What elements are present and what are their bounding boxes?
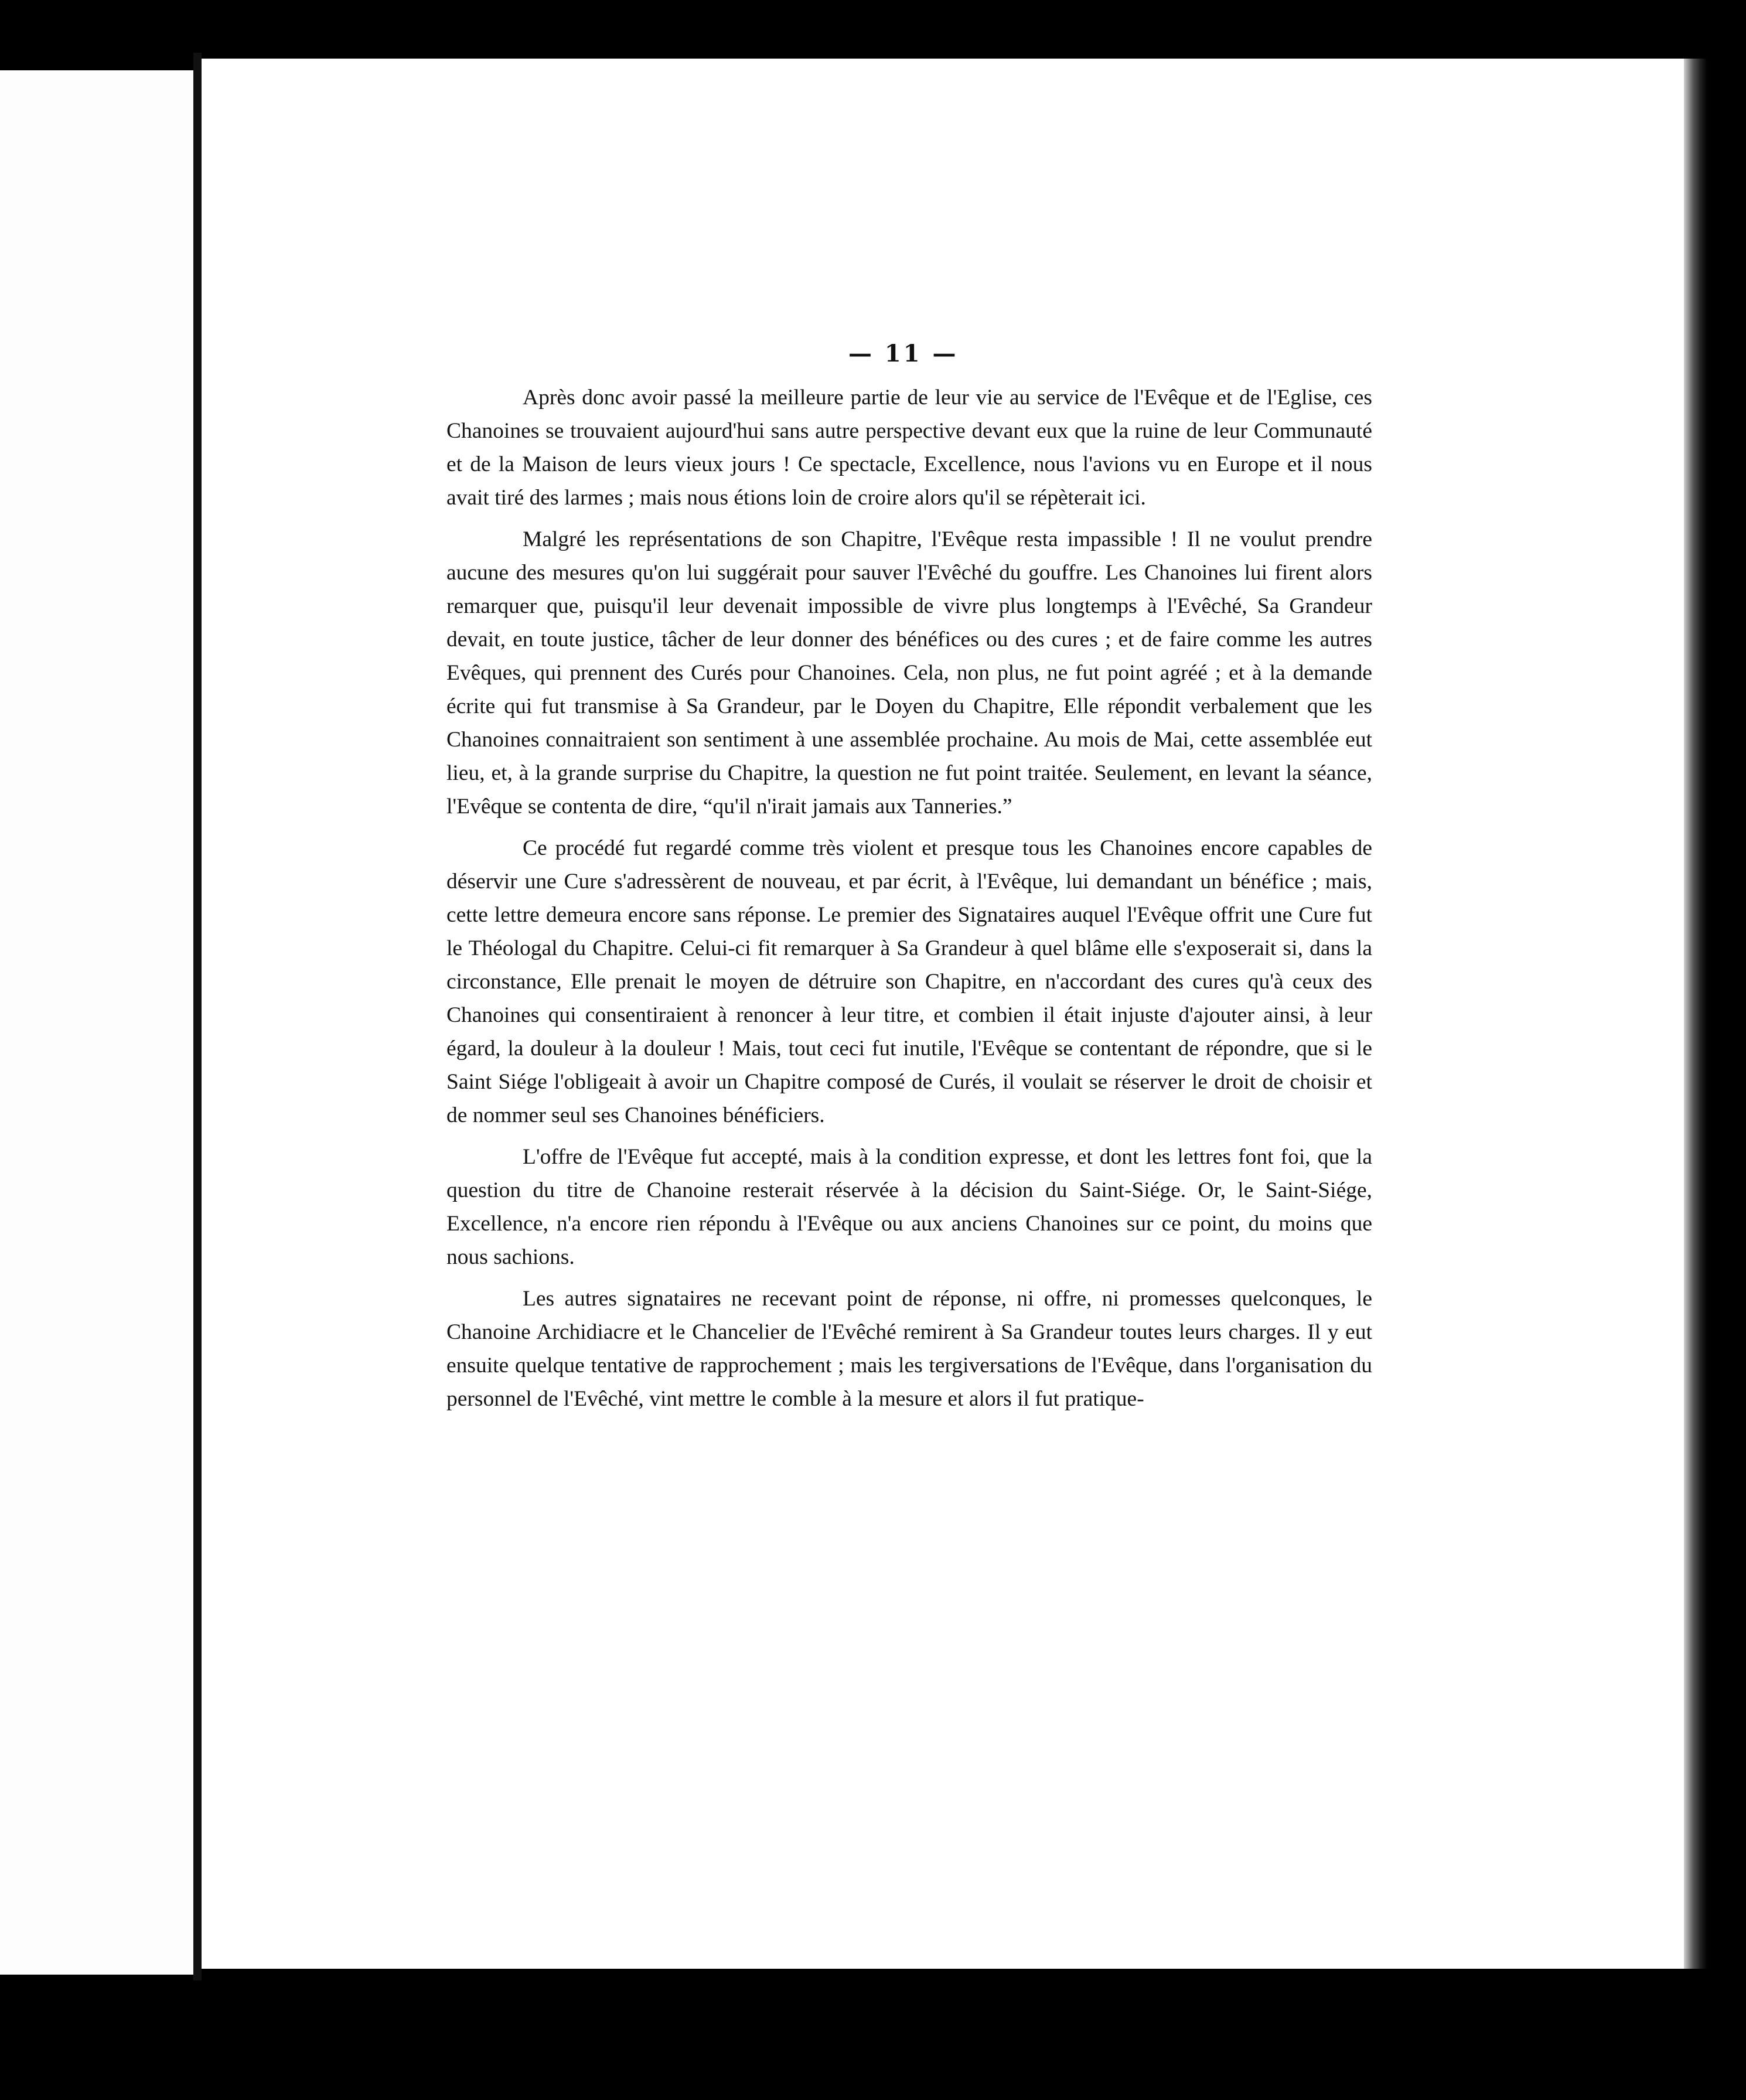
paragraph-5: Les autres signataires ne recevant point de réponse, ni offre, ni promesses quelconques, le Chanoine Archidiacre et le Chancelier de l'Evêché remirent à Sa Grandeur toutes leurs charges. Il y eut ensuite quelque tentative de rapprochement ; mais les tergiversations de l'Evêque, dans l'organisation du personnel de l'Evêché, vint mettre le comble à la mesure et alors il fut pratique- <box>446 1287 1372 1411</box>
body-text <box>446 381 1372 1424</box>
paragraph-1: Après donc avoir passé la meilleure partie de leur vie au service de l'Evêque et de l'Eglise, ces Chanoines se trouvaient aujourd'hui sans autre perspective devant eux que la ruine de leur Communauté et de la Maison de leurs vieux jours ! Ce spectacle, Excellence, nous l'avions vu en Europe et il nous avait tiré des larmes ; mais nous étions loin de croire alors qu'il se répèterait ici. <box>446 386 1372 510</box>
page-number: — 11 — <box>848 340 959 367</box>
paragraph-3: Ce procédé fut regardé comme très violent et presque tous les Chanoines encore capables de déservir une Cure s'adressèrent de nouveau, et par écrit, à l'Evêque, lui demandant un bénéfice ; mais, cette lettre demeura encore sans réponse. Le premier des Signataires auquel l'Evêque offrit une Cure fut le Théologal du Chapitre. Celui-ci fit remarquer à Sa Grandeur à quel blâme elle s'exposerait si, dans la circonstance, Elle prenait le moyen de détruire son Chapitre, en n'accordant des cures qu'à ceux des Chanoines qui consentiraient à renoncer à leur titre, et combien il était injuste d'ajouter ainsi, à leur égard, la douleur à la douleur ! Mais, tout ceci fut inutile, l'Evêque se contentant de répondre, que si le Saint Siége l'obligeait à avoir un Chapitre composé de Curés, il voulait se réserver le droit de choisir et de nommer seul ses Chanoines bénéficiers. <box>446 836 1372 1127</box>
paragraph-2: Malgré les représentations de son Chapitre, l'Evêque resta impassible ! Il ne voulut prendre aucune des mesures qu'on lui suggérait pour sauver l'Evêché du gouffre. Les Chanoines lui firent alors remarquer que, puisqu'il leur devenait impossible de vivre plus longtemps à l'Evêché, Sa Grandeur devait, en toute justice, tâcher de leur donner des bénéfices ou des cures ; et de faire comme les autres Evêques, qui prennent des Curés pour Chanoines. Cela, non plus, ne fut point agréé ; et à la demande écrite qui fut transmise à Sa Grandeur, par le Doyen du Chapitre, Elle répondit verbalement que les Chanoines connaitraient son sentiment à une assemblée prochaine. Au mois de Mai, cette assemblée eut lieu, et, à la grande surprise du Chapitre, la question ne fut point traitée. Seulement, en levant la séance, l'Evêque se contenta de dire, “qu'il n'irait jamais aux Tanneries.” <box>446 527 1372 819</box>
paragraph-4: L'offre de l'Evêque fut accepté, mais à la condition expresse, et dont les lettres font foi, que la question du titre de Chanoine resterait réservée à la décision du Saint-Siége. Or, le Saint-Siége, Excellence, n'a encore rien répondu à l'Evêque ou aux anciens Chanoines sur ce point, du moins que nous sachions. <box>446 1145 1372 1269</box>
book-gutter <box>193 53 202 1980</box>
adjacent-left-page <box>0 70 193 1975</box>
page-edge-shadow <box>1684 59 1707 1969</box>
